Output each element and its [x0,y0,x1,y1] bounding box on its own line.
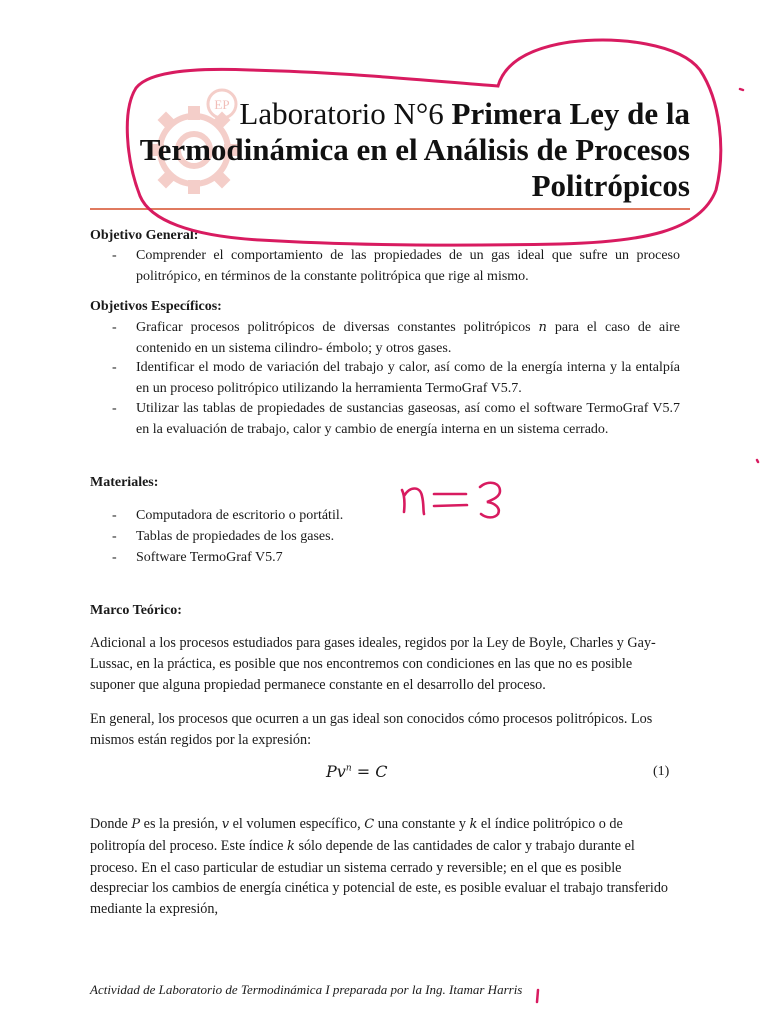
list-item: - Identificar el modo de variación del trabajo y calor, así como de la energía interna y la entalpía en un proceso politrópico utilizando la herramienta TermoGraf V5.7. [112,360,680,396]
list-item: - Computadora de escritorio o portátil. [112,508,344,523]
ink-mark-footer [537,990,538,1002]
section-title-objetivos-especificos: Objetivos Específicos: [90,299,222,314]
equation: $Pv^n = C$ [326,762,388,781]
list-item: - Utilizar las tablas de propiedades de sustancias gaseosas, así como el software TermoGraf V5.7 en la evaluación de trabajo, calor y cambio de energía interna en un sistema cerrado. [112,401,680,437]
list-item: - Software TermoGraf V5.7 [112,550,283,565]
title-lab-number: Laboratorio N°6 [239,96,452,131]
page-title [130,96,690,204]
paragraph: Donde P es la presión, v el volumen específico, C una constante y k el índice politrópico o de politropía del proceso. Este índice k sólo depende de las cantidades de calor y trabajo durante el proceso. En el caso particular de estudiar un sistema cerrado y reversible; en el que es posible despreciar los cambios de energía cinética y potencial de este, es posible evaluar el trabajo transferido mediante la expresión, [90,816,669,918]
list-item: - Graficar procesos politrópicos de diversas constantes politrópicos n para el caso de aire contenido en un sistema cilindro- émbolo; y otros gases. [112,320,681,356]
ink-mark-right [757,460,758,462]
section-title-materiales: Materiales: [90,475,159,490]
title-divider [90,208,690,210]
section-title-objetivo-general: Objetivo General: [90,228,199,243]
handwritten-note-text: n = ? [440,516,443,517]
title-line-2: Termodinámica en el Análisis de Procesos [139,132,690,167]
title-line-3: Politrópicos [531,168,690,203]
title-line-1: Primera Ley de la [451,96,690,131]
section-title-marco-teorico: Marco Teórico: [90,603,182,618]
page-footer: Actividad de Laboratorio de Termodinámica I preparada por la Ing. Itamar Harris [90,982,523,997]
paragraph: En general, los procesos que ocurren a un gas ideal son conocidos cómo procesos politrópicos. Los mismos están regidos por la expresión: [90,711,653,748]
equation-number: (1) [653,764,670,779]
list-item: - Tablas de propiedades de los gases. [112,529,335,544]
list-item: - Comprender el comportamiento de las propiedades de un gas ideal que sufre un proceso politrópico, en términos de la constante politrópica que rige al mismo. [112,248,680,284]
paragraph: Adicional a los procesos estudiados para gases ideales, regidos por la Ley de Boyle, Charles y Gay- Lussac, en la práctica, es posible que nos encontremos con condiciones en las que no es posible suponer que alguna propiedad permanece constante en el desarrollo del proceso. [90,635,656,693]
watermark-text: EP [214,97,230,112]
ink-mark-top-right [740,89,743,90]
